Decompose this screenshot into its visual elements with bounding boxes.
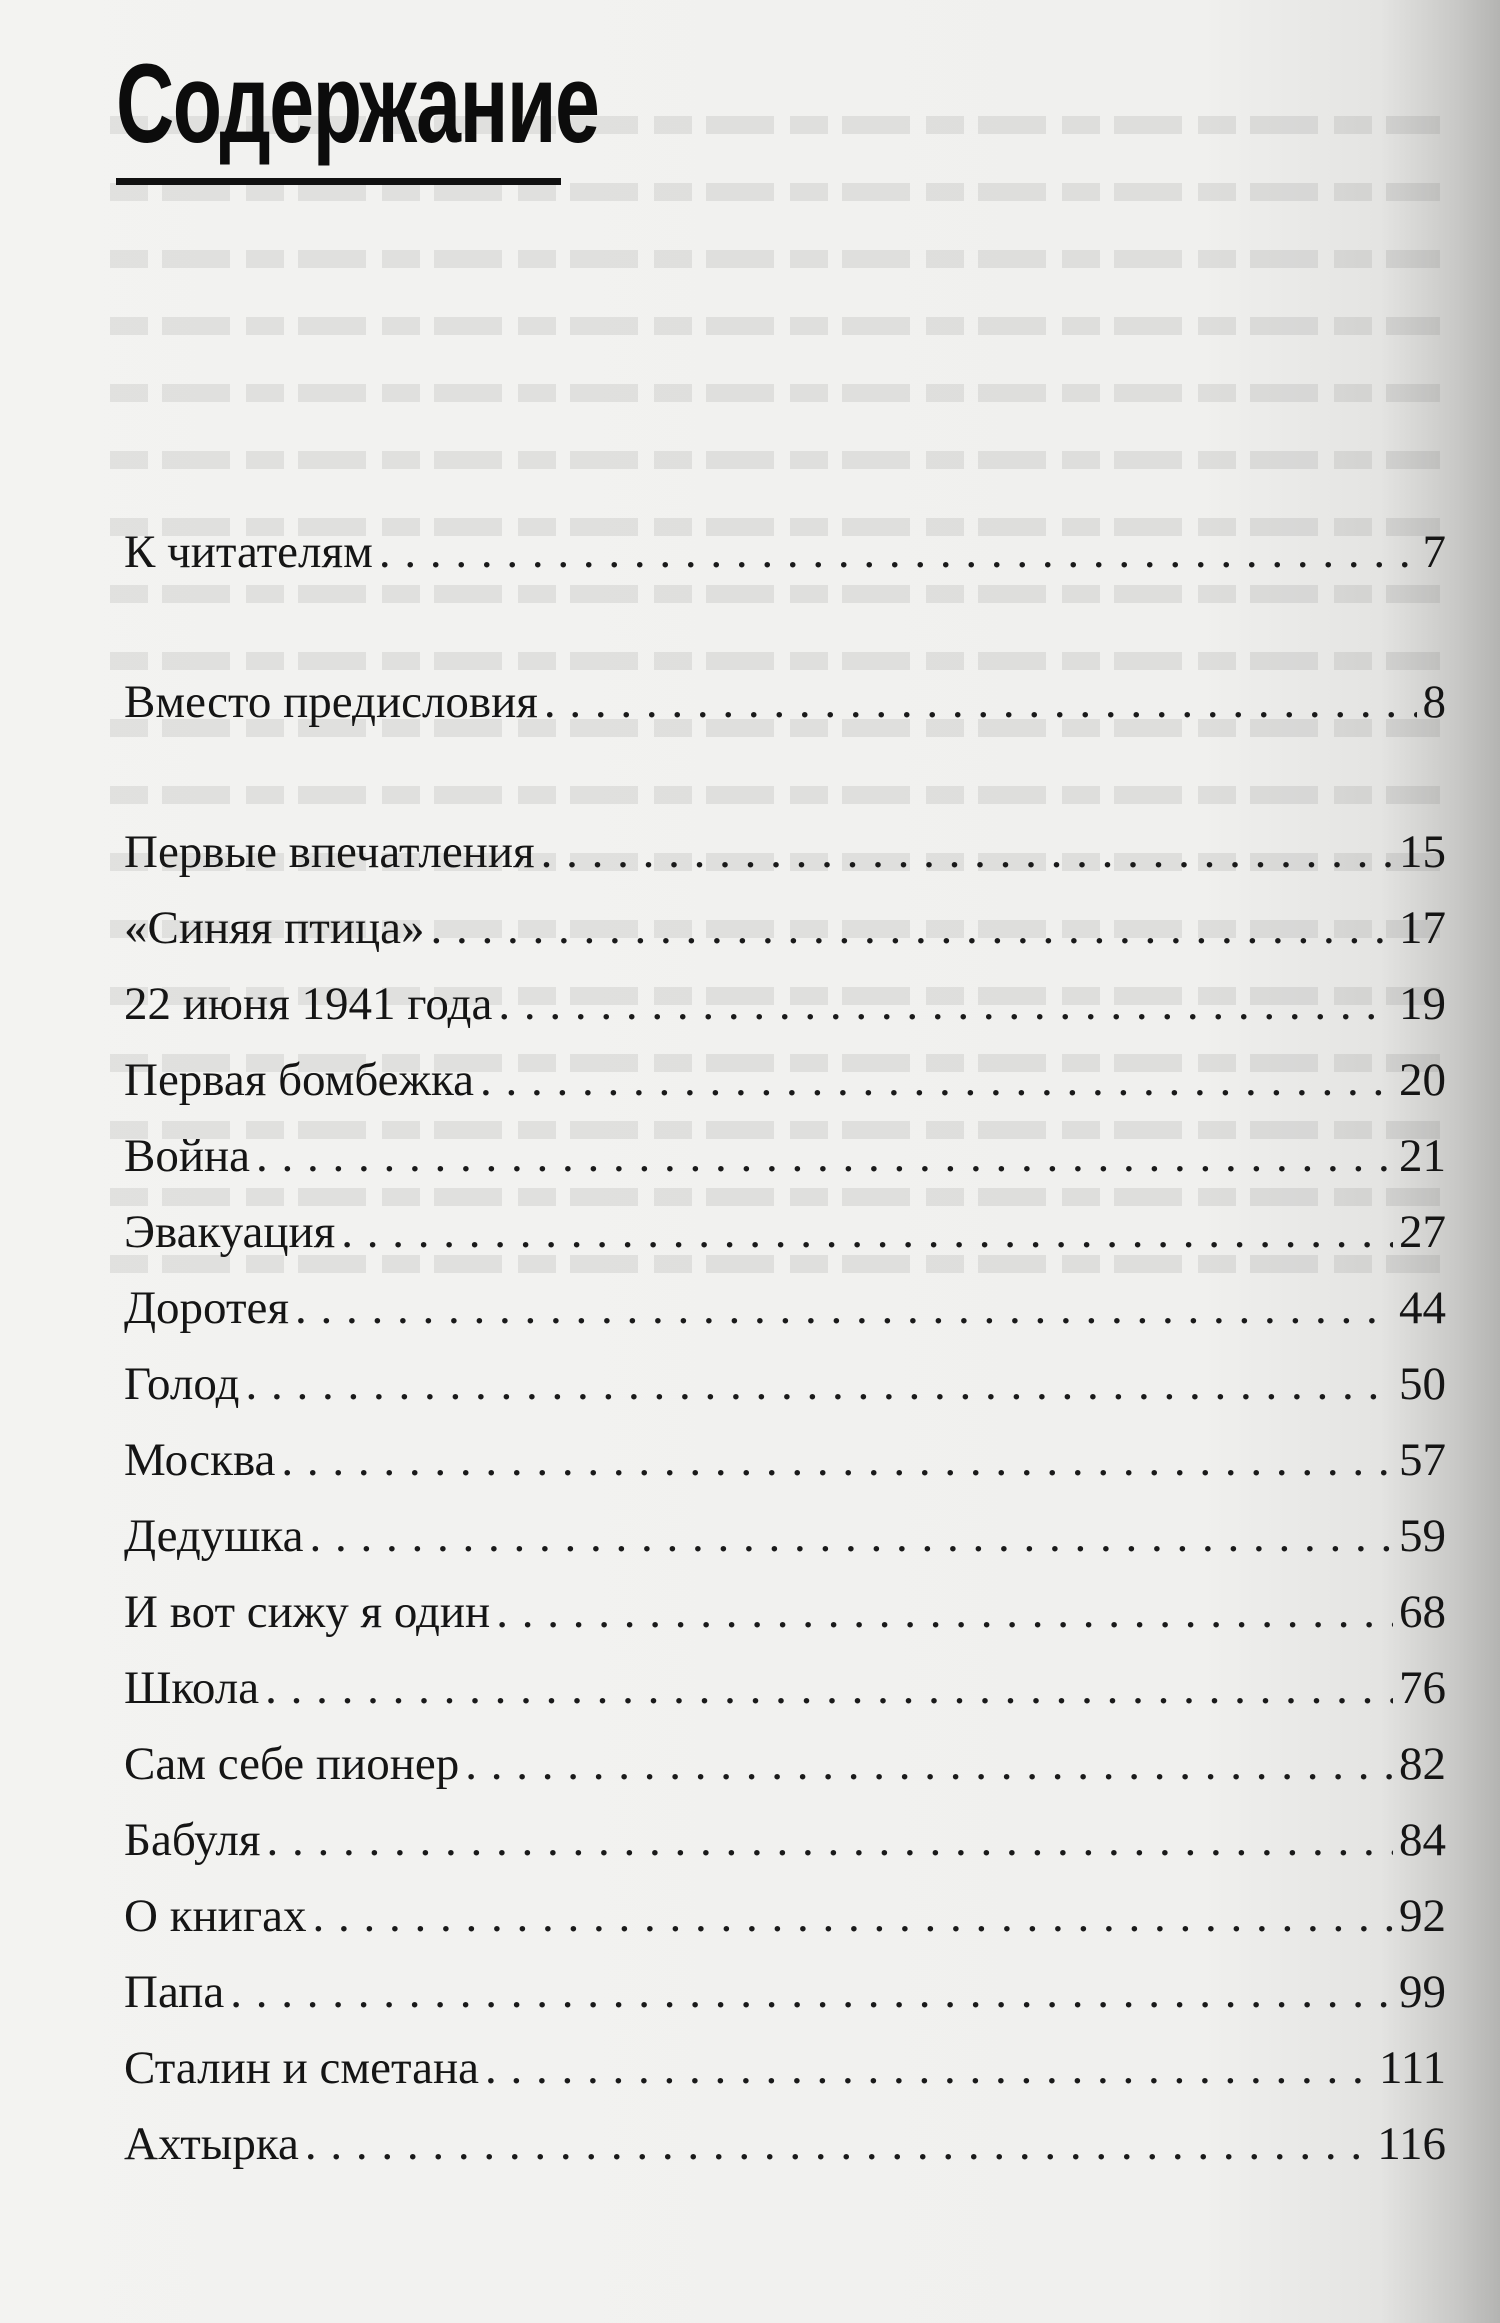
toc-entry[interactable] <box>124 1582 1446 1642</box>
dot-leader <box>431 898 1394 958</box>
toc-entry-title: Папа <box>124 1966 225 2018</box>
toc-entry-page: 44 <box>1399 1282 1446 1334</box>
dot-leader <box>485 2038 1373 2098</box>
toc-entry-page: 7 <box>1422 526 1446 578</box>
dot-leader <box>341 1202 1393 1262</box>
toc-entry-page: 59 <box>1399 1510 1446 1562</box>
toc-entry-title: Вместо предисловия <box>124 676 538 728</box>
toc-entry-title: Голод <box>124 1358 240 1410</box>
toc-entry-page: 76 <box>1399 1662 1446 1714</box>
toc-entry-title: Москва <box>124 1434 276 1486</box>
dot-leader <box>312 1886 1393 1946</box>
page-title: Содержание <box>116 41 599 166</box>
toc-entry-title: Дедушка <box>124 1510 304 1562</box>
dot-leader <box>295 1278 1393 1338</box>
toc-entry-page: 68 <box>1399 1586 1446 1638</box>
toc-entry[interactable] <box>124 1734 1446 1794</box>
toc-entry-title: Школа <box>124 1662 260 1714</box>
toc-entry-title: Первые впечатления <box>124 826 535 878</box>
toc-entry[interactable] <box>124 1126 1446 1186</box>
toc-entry-title: Бабуля <box>124 1814 261 1866</box>
toc-entry-page: 50 <box>1399 1358 1446 1410</box>
dot-leader <box>498 974 1393 1034</box>
toc-entry-title: 22 июня 1941 года <box>124 978 493 1030</box>
dot-leader <box>379 522 1417 582</box>
toc-entry-page: 27 <box>1399 1206 1446 1258</box>
toc-entry-page: 84 <box>1399 1814 1446 1866</box>
toc-entry[interactable] <box>124 974 1446 1034</box>
toc-entry-title: Война <box>124 1130 251 1182</box>
toc-entry[interactable] <box>124 2038 1446 2098</box>
toc-entry-title: К читателям <box>124 526 373 578</box>
dot-leader <box>265 1658 1393 1718</box>
toc-entry-title: Эвакуация <box>124 1206 336 1258</box>
toc-entry-page: 57 <box>1399 1434 1446 1486</box>
toc-entry-page: 19 <box>1399 978 1446 1030</box>
toc-entry-page: 8 <box>1422 676 1446 728</box>
toc-entry-page: 17 <box>1399 902 1446 954</box>
dot-leader <box>541 822 1393 882</box>
toc-entry-page: 92 <box>1399 1890 1446 1942</box>
toc-entry-page: 21 <box>1399 1130 1446 1182</box>
toc-entry[interactable] <box>124 672 1446 732</box>
dot-leader <box>230 1962 1393 2022</box>
toc-entry[interactable] <box>124 1810 1446 1870</box>
toc-entry[interactable] <box>124 1430 1446 1490</box>
toc-entry-page: 111 <box>1378 2042 1446 2094</box>
toc-entry[interactable] <box>124 1962 1446 2022</box>
toc-entry-title: «Синяя птица» <box>124 902 425 954</box>
toc-entry-title: Сталин и сметана <box>124 2042 479 2094</box>
toc-entry[interactable] <box>124 822 1446 882</box>
dot-leader <box>544 672 1417 732</box>
table-of-contents <box>124 0 1446 2323</box>
toc-entry[interactable] <box>124 522 1446 582</box>
dot-leader <box>465 1734 1393 1794</box>
toc-entry[interactable] <box>124 1050 1446 1110</box>
dot-leader <box>281 1430 1393 1490</box>
toc-entry[interactable] <box>124 1354 1446 1414</box>
toc-entry-page: 15 <box>1399 826 1446 878</box>
dot-leader <box>266 1810 1393 1870</box>
toc-entry-title: И вот сижу я один <box>124 1586 491 1638</box>
toc-entry-title: Первая бомбежка <box>124 1054 474 1106</box>
toc-entry-page: 82 <box>1399 1738 1446 1790</box>
dot-leader <box>245 1354 1393 1414</box>
toc-entry[interactable] <box>124 1278 1446 1338</box>
toc-entry-title: Ахтырка <box>124 2118 299 2170</box>
toc-entry[interactable] <box>124 1886 1446 1946</box>
dot-leader <box>309 1506 1393 1566</box>
toc-entry-page: 116 <box>1377 2118 1446 2170</box>
toc-entry[interactable] <box>124 1202 1446 1262</box>
toc-entry-title: О книгах <box>124 1890 307 1942</box>
toc-entry[interactable] <box>124 898 1446 958</box>
toc-entry[interactable] <box>124 1658 1446 1718</box>
dot-leader <box>305 2114 1371 2174</box>
toc-entry[interactable] <box>124 1506 1446 1566</box>
toc-entry-page: 99 <box>1399 1966 1446 2018</box>
dot-leader <box>480 1050 1393 1110</box>
toc-entry-page: 20 <box>1399 1054 1446 1106</box>
toc-entry[interactable] <box>124 2114 1446 2174</box>
dot-leader <box>256 1126 1393 1186</box>
toc-entry-title: Доротея <box>124 1282 289 1334</box>
toc-entry-title: Сам себе пионер <box>124 1738 460 1790</box>
dot-leader <box>496 1582 1393 1642</box>
